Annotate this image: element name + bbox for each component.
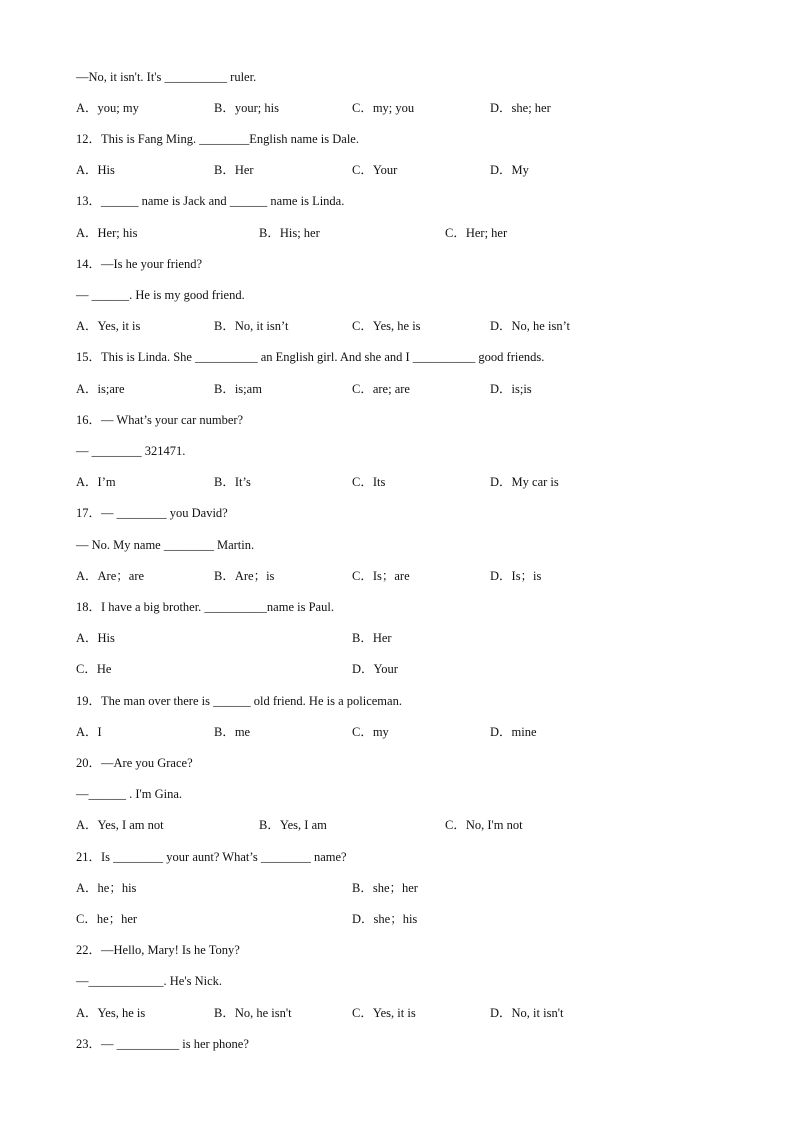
question-text: —No, it isn't. It's __________ ruler. [76, 70, 257, 84]
answer-option: D．Your [352, 662, 398, 676]
question-text: —____________. He's Nick. [76, 974, 222, 988]
answer-option: B．is;am [214, 382, 262, 396]
question-text: —______ . I'm Gina. [76, 787, 183, 801]
answer-option: D．Is；is [490, 569, 542, 583]
answer-option: B．Yes, I am [259, 818, 327, 832]
question-text: 17．— ________ you David? [76, 506, 228, 520]
answer-option: D．she；his [352, 912, 418, 926]
answer-option: B．me [214, 725, 251, 739]
answer-option: A．His [76, 631, 115, 645]
question-text: — No. My name ________ Martin. [76, 538, 255, 552]
answer-option: D．she; her [490, 101, 551, 115]
answer-option: C．He [76, 662, 112, 676]
answer-option: C．Is；are [352, 569, 410, 583]
question-text: 13．______ name is Jack and ______ name is Linda. [76, 194, 345, 208]
question-text: 18．I have a big brother. __________name is Paul. [76, 600, 334, 614]
answer-option: B．It’s [214, 475, 251, 489]
answer-option: A．Are；are [76, 569, 145, 583]
answer-option: B．His; her [259, 226, 320, 240]
answer-option: C．my [352, 725, 389, 739]
answer-option: D．is;is [490, 382, 532, 396]
question-text: 15．This is Linda. She __________ an English girl. And she and I __________ good friends. [76, 350, 545, 364]
answer-option: D．No, he isn’t [490, 319, 570, 333]
question-text: 21．Is ________ your aunt? What’s ________ name? [76, 850, 347, 864]
answer-option: D．My car is [490, 475, 559, 489]
answer-option: C．he；her [76, 912, 138, 926]
question-text: 23．— __________ is her phone? [76, 1037, 249, 1051]
answer-option: B．No, it isn’t [214, 319, 289, 333]
question-text: 14．—Is he your friend? [76, 257, 203, 271]
question-text: 20．—Are you Grace? [76, 756, 193, 770]
question-text: 12．This is Fang Ming. ________English name is Dale. [76, 132, 359, 146]
answer-option: D．mine [490, 725, 537, 739]
question-text: 22．—Hello, Mary! Is he Tony? [76, 943, 240, 957]
answer-option: B．Her [352, 631, 392, 645]
answer-option: A．Yes, I am not [76, 818, 164, 832]
answer-option: C．No, I'm not [445, 818, 523, 832]
answer-option: A．Yes, he is [76, 1006, 146, 1020]
answer-option: A．Her; his [76, 226, 138, 240]
answer-option: C．Yes, he is [352, 319, 421, 333]
answer-option: B．your; his [214, 101, 279, 115]
answer-option: A．I’m [76, 475, 116, 489]
answer-option: B．Her [214, 163, 254, 177]
answer-option: A．Yes, it is [76, 319, 141, 333]
answer-option: C．Its [352, 475, 386, 489]
answer-option: C．my; you [352, 101, 415, 115]
question-text: — ______. He is my good friend. [76, 288, 245, 302]
question-text: 19．The man over there is ______ old friend. He is a policeman. [76, 694, 402, 708]
answer-option: C．Her; her [445, 226, 508, 240]
answer-option: D．My [490, 163, 529, 177]
answer-option: A．His [76, 163, 115, 177]
answer-option: A．you; my [76, 101, 139, 115]
answer-option: B．No, he isn't [214, 1006, 292, 1020]
answer-option: C．Yes, it is [352, 1006, 416, 1020]
question-text: — ________ 321471. [76, 444, 186, 458]
question-text: 16．— What’s your car number? [76, 413, 244, 427]
answer-option: A．is;are [76, 382, 125, 396]
answer-option: A．I [76, 725, 102, 739]
answer-option: B．she；her [352, 881, 418, 895]
answer-option: D．No, it isn't [490, 1006, 564, 1020]
answer-option: B．Are；is [214, 569, 275, 583]
answer-option: C．are; are [352, 382, 410, 396]
answer-option: C．Your [352, 163, 398, 177]
answer-option: A．he；his [76, 881, 137, 895]
